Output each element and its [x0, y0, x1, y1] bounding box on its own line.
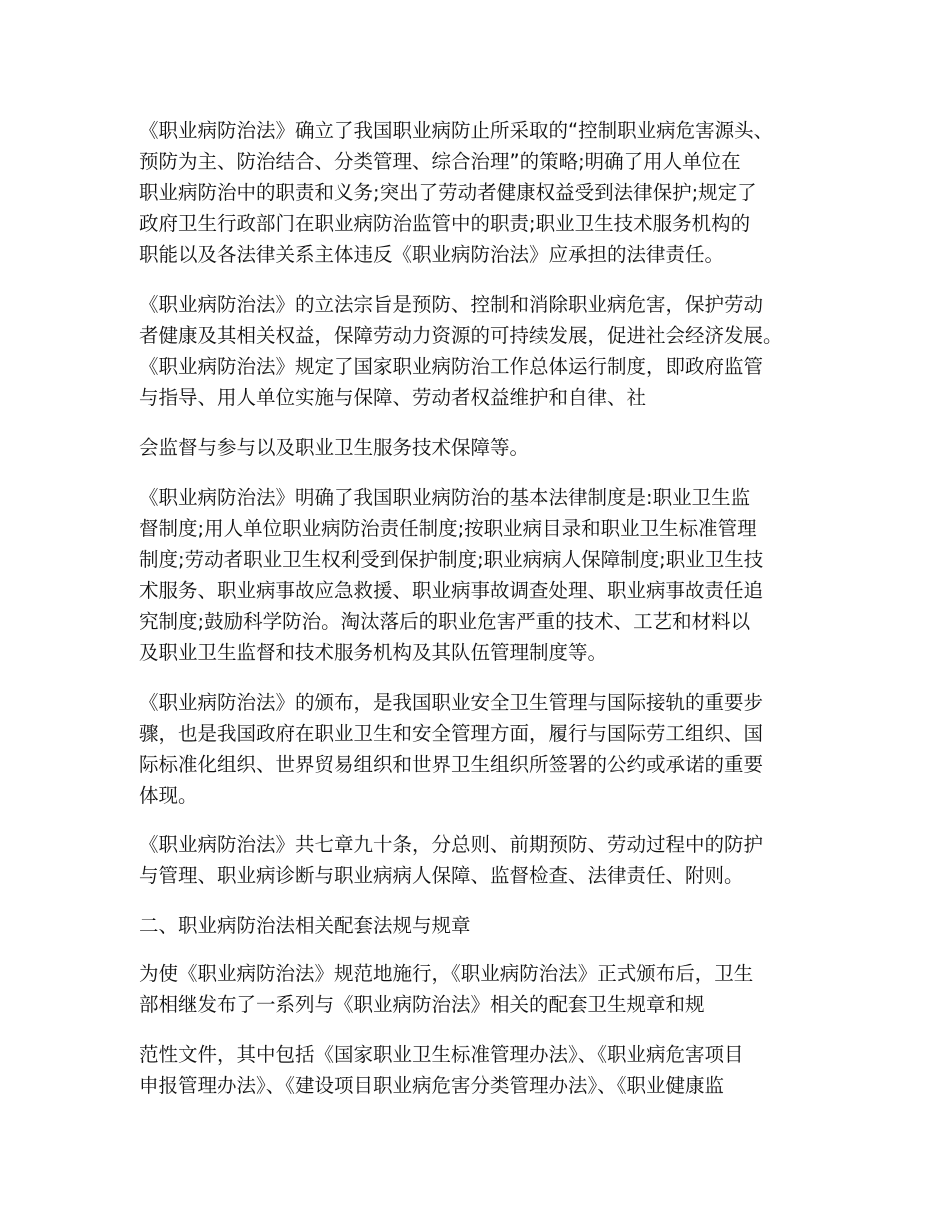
text-line: 及职业卫生监督和技术服务机构及其队伍管理制度等。 — [139, 641, 608, 664]
text-line: 范性文件，其中包括《国家职业卫生标准管理办法》、《职业病危害项目 — [139, 1043, 744, 1066]
text-line: 会监督与参与以及职业卫生服务技术保障等。 — [139, 436, 530, 459]
text-line: 究制度;鼓励科学防治。淘汰落后的职业危害严重的技术、工艺和材料以 — [139, 610, 751, 633]
text-line: 者健康及其相关权益，保障劳动力资源的可持续发展，促进社会经济发展。 — [139, 324, 783, 347]
text-line: 部相继发布了一系列与《职业病防治法》相关的配套卫生规章和规 — [139, 993, 705, 1016]
paragraph-supporting-regulations — [139, 958, 753, 1020]
text-line: 与指导、用人单位实施与保障、劳动者权益维护和自律、社 — [139, 386, 647, 409]
text-line: 骤，也是我国政府在职业卫生和安全管理方面，履行与国际劳工组织、国 — [139, 722, 764, 745]
paragraph-regulation-list — [139, 1039, 744, 1101]
text-line: 体现。 — [139, 784, 198, 807]
heading-text: 二、职业病防治法相关配套法规与规章 — [139, 914, 471, 937]
text-line: 术服务、职业病事故应急救援、职业病事故调查处理、职业病事故责任追 — [139, 579, 764, 602]
text-line: 《职业病防治法》明确了我国职业病防治的基本法律制度是:职业卫生监 — [139, 486, 751, 509]
text-line: 《职业病防治法》规定了国家职业病防治工作总体运行制度，即政府监管 — [139, 355, 764, 378]
paragraph-legislative-purpose — [139, 289, 783, 413]
text-line: 《职业病防治法》的立法宗旨是预防、控制和消除职业病危害，保护劳动 — [139, 293, 764, 316]
text-line: 督制度;用人单位职业病防治责任制度;按职业病目录和职业卫生标准管理 — [139, 517, 757, 540]
section-heading — [139, 910, 471, 941]
text-line: 政府卫生行政部门在职业病防治监管中的职责;职业卫生技术服务机构的 — [139, 212, 751, 235]
text-line: 职业病防治中的职责和义务;突出了劳动者健康权益受到法律保护;规定了 — [139, 181, 757, 204]
text-line: 《职业病防治法》确立了我国职业病防止所采取的“控制职业病危害源头、 — [139, 119, 774, 142]
paragraph-social-supervision — [139, 432, 529, 463]
paragraph-law-principles — [139, 115, 773, 270]
text-line: 职能以及各法律关系主体违反《职业病防治法》应承担的法律责任。 — [139, 243, 725, 266]
text-line: 《职业病防治法》的颁布，是我国职业安全卫生管理与国际接轨的重要步 — [139, 691, 764, 714]
text-line: 制度;劳动者职业卫生权利受到保护制度;职业病病人保障制度;职业卫生技 — [139, 548, 764, 571]
paragraph-basic-legal-systems — [139, 482, 763, 668]
text-line: 为使《职业病防治法》规范地施行，《职业病防治法》正式颁布后，卫生 — [139, 962, 754, 985]
text-line: 《职业病防治法》共七章九十条，分总则、前期预防、劳动过程中的防护 — [139, 833, 764, 856]
text-line: 申报管理办法》、《建设项目职业病危害分类管理办法》、《职业健康监 — [139, 1074, 725, 1097]
paragraph-international-alignment — [139, 687, 763, 811]
paragraph-law-structure — [139, 829, 763, 891]
text-line: 际标准化组织、世界贸易组织和世界卫生组织所签署的公约或承诺的重要 — [139, 753, 764, 776]
text-line: 与管理、职业病诊断与职业病病人保障、监督检查、法律责任、附则。 — [139, 864, 744, 887]
text-line: 预防为主、防治结合、分类管理、综合治理”的策略;明确了用人单位在 — [139, 150, 741, 173]
